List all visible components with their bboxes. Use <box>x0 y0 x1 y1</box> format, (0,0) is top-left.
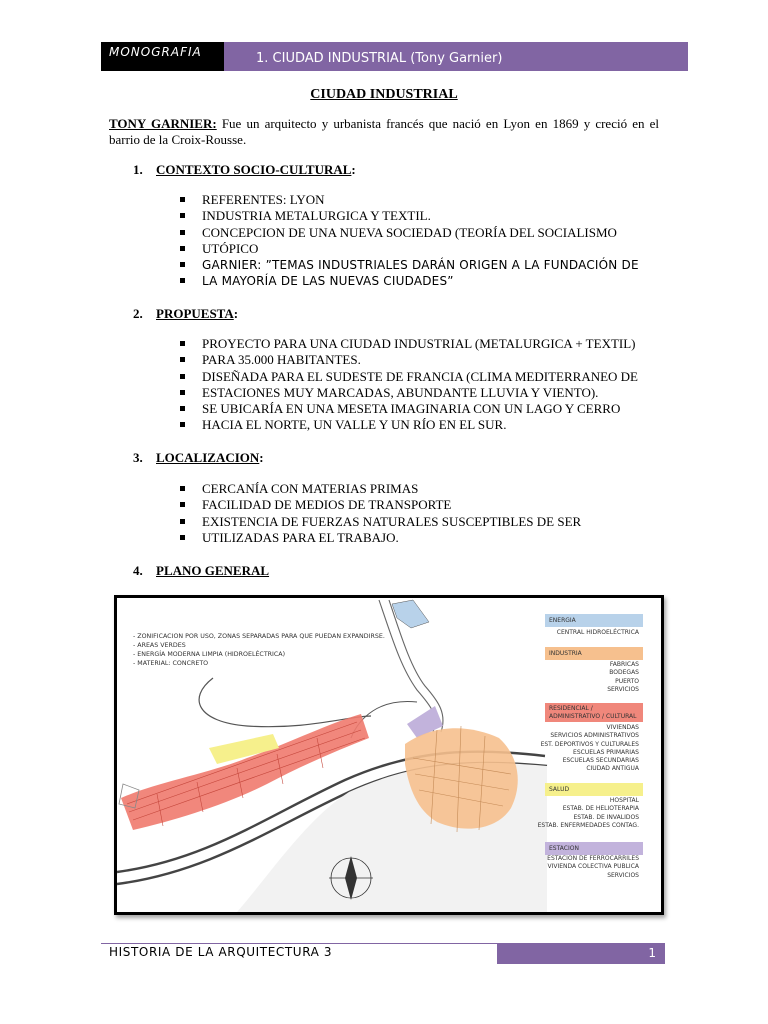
legend-estacion: ESTACION <box>545 842 643 855</box>
list-item: FACILIDAD DE MEDIOS DE TRANSPORTE <box>180 497 581 513</box>
legend-industria-items: FABRICAS BODEGAS PUERTO SERVICIOS <box>607 661 639 693</box>
list-item: SE UBICARÍA EN UNA MESETA IMAGINARIA CON UN LAGO Y CERRO <box>180 401 638 417</box>
list-item: UTÓPICO <box>180 241 639 257</box>
intro-paragraph <box>109 116 659 148</box>
list-item: GARNIER: ”TEMAS INDUSTRIALES DARÁN ORIGEN A LA FUNDACIÓN DE <box>180 257 639 273</box>
header-label: MONOGRAFIA <box>101 42 224 71</box>
intro-text: Fue un arquitecto y urbanista francés que nació en Lyon en 1869 y creció en el barrio de la Croix-Rousse. <box>109 116 659 147</box>
document-title: CIUDAD INDUSTRIAL <box>310 87 458 102</box>
list-item: EXISTENCIA DE FUERZAS NATURALES SUSCEPTIBLES DE SER <box>180 514 581 530</box>
list-item: CERCANÍA CON MATERIAS PRIMAS <box>180 481 581 497</box>
section-1-list <box>180 192 639 290</box>
section-heading-4: 4. PLANO GENERAL <box>133 563 270 578</box>
legend-residencial-items: VIVIENDAS SERVICIOS ADMINISTRATIVOS EST. DEPORTIVOS Y CULTURALES ESCUELAS PRIMARIAS ESCUELAS SECUNDARIAS CIUDAD ANTIGUA <box>540 724 639 773</box>
list-item: UTILIZADAS PARA EL TRABAJO. <box>180 530 581 546</box>
header-title: 1. CIUDAD INDUSTRIAL (Tony Garnier) <box>224 42 688 71</box>
legend-residencial: RESIDENCIAL / ADMINISTRATIVO / CULTURAL <box>545 703 643 722</box>
map-note: - MATERIAL: CONCRETO <box>133 660 209 667</box>
map-note: - ZONIFICACION POR USO, ZONAS SEPARADAS PARA QUE PUEDAN EXPANDIRSE. <box>133 633 385 640</box>
section-3-list <box>180 481 581 546</box>
section-2-list <box>180 336 638 434</box>
map-note: - ENERGÍA MODERNA LIMPIA (HIDROELÉCTRICA) <box>133 651 286 658</box>
section-heading-1: 1. CONTEXTO SOCIO-CULTURAL: <box>133 162 356 177</box>
list-item: DISEÑADA PARA EL SUDESTE DE FRANCIA (CLIMA MEDITERRANEO DE <box>180 369 638 385</box>
list-item: HACIA EL NORTE, UN VALLE Y UN RÍO EN EL SUR. <box>180 417 638 433</box>
legend-energia-items: CENTRAL HIDROELÉCTRICA <box>556 629 639 636</box>
list-item: LA MAYORÍA DE LAS NUEVAS CIUDADES” <box>180 273 639 289</box>
list-item: PARA 35.000 HABITANTES. <box>180 352 638 368</box>
list-item: PROYECTO PARA UNA CIUDAD INDUSTRIAL (METALURGICA + TEXTIL) <box>180 336 638 352</box>
section-heading-3: 3. LOCALIZACION: <box>133 450 264 465</box>
list-item: ESTACIONES MUY MARCADAS, ABUNDANTE LLUVIA Y VIENTO). <box>180 385 638 401</box>
list-item: INDUSTRIA METALURGICA Y TEXTIL. <box>180 208 639 224</box>
map-notes <box>133 632 385 668</box>
legend-energia: ENERGIA <box>545 614 643 627</box>
section-heading-2: 2. PROPUESTA: <box>133 306 239 321</box>
intro-name: TONY GARNIER: <box>109 116 217 131</box>
footer-course: HISTORIA DE LA ARQUITECTURA 3 <box>109 945 333 959</box>
list-item: REFERENTES: LYON <box>180 192 639 208</box>
plano-general-map <box>114 595 664 915</box>
page-number: 1 <box>497 943 665 964</box>
map-note: - AREAS VERDES <box>133 642 186 649</box>
legend-salud-items: HOSPITAL ESTAB. DE HELIOTERAPIA ESTAB. DE INVALIDOS ESTAB. ENFERMEDADES CONTAG. <box>537 797 639 829</box>
legend-salud: SALUD <box>545 783 643 796</box>
list-item: CONCEPCION DE UNA NUEVA SOCIEDAD (TEORÍA DEL SOCIALISMO <box>180 225 639 241</box>
legend-estacion-items: ESTACION DE FERROCARRILES VIVIENDA COLECTIVA PUBLICA SERVICIOS <box>547 855 639 879</box>
legend-industria: INDUSTRIA <box>545 647 643 660</box>
